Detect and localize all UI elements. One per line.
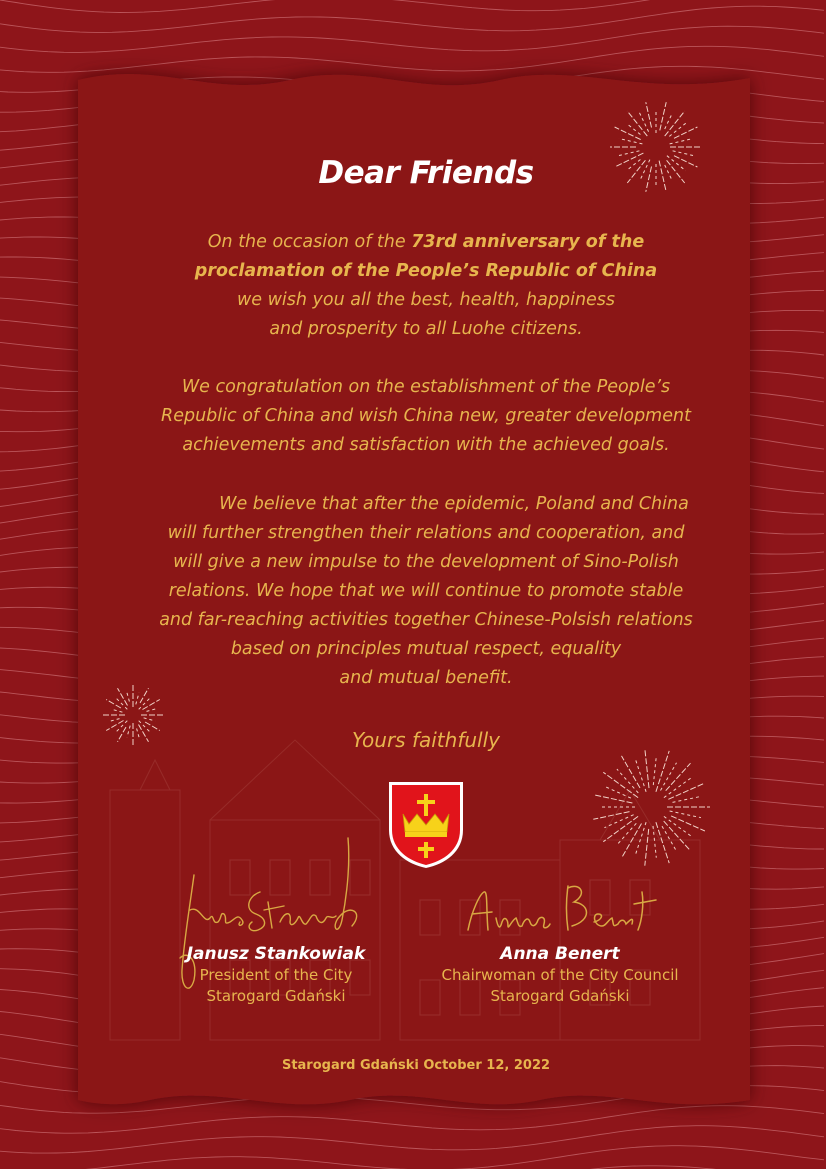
signatory-right [420,943,700,1007]
paragraph-anniversary [0,228,826,344]
firework-ray [111,709,123,712]
firework-ray [665,113,673,129]
paragraph-line: will further strengthen their relations and cooperation, and [167,523,685,543]
firework-ray [671,816,705,831]
paragraph-line: we wish you all the best, health, happiness [236,290,616,310]
signature-icon [462,880,662,940]
firework-ray [670,139,693,144]
firework-ray [640,113,649,132]
firework-ray [674,127,697,138]
firework-ray [656,751,669,792]
signatory-role: Chairwoman of the City Council [441,966,679,984]
firework-ray [117,699,128,710]
firework-ray [139,699,150,710]
firework-ray [668,783,705,799]
firework-ray [670,811,701,818]
firework-ray [626,123,640,134]
firework-ray [666,763,691,791]
signatory-name: Anna Benert [500,944,620,964]
paragraph-text: On the occasion of the [207,232,412,252]
firework-ray [604,815,633,828]
firework-ray [653,756,656,785]
paragraph-relations [0,490,826,693]
date-line: Starogard Gdański October 12, 2022 [281,1058,551,1073]
paragraph-line: and far-reaching activities together Chinese-Polsish relations [159,610,693,630]
paragraph-line: We congratulation on the establishment of the People’s [181,377,671,397]
firework-ray [645,748,649,788]
coat-of-arms-icon [387,780,465,870]
firework-ray [646,102,652,127]
closing-salutation: Yours faithfully [352,728,500,752]
firework-ray [627,111,647,136]
firework-ray [669,123,685,136]
firework-ray [656,822,669,863]
signatory-role: President of the City [199,966,353,984]
paragraph-line: based on principles mutual respect, equality [230,639,622,659]
paragraph-line: Republic of China and wish China new, greater development [161,406,691,426]
firework-ray [660,102,666,130]
firework-ray [664,821,691,851]
firework-ray [635,822,646,855]
firework-ray [664,816,692,837]
firework-ray [635,759,646,792]
firework-ray [136,693,139,705]
firework-ray [143,700,160,710]
firework-ray [615,127,641,140]
firework-ray [593,795,632,803]
firework-icon [588,744,714,870]
signatory-city: Starogard Gdański [206,987,346,1005]
paragraph-line: relations. We hope that we will continue to promote stable [168,581,684,601]
firework-ray [622,756,641,788]
paragraph-bold-text: proclamation of the People’s Republic of China [194,261,658,281]
letter-title: Dear Friends [318,155,534,191]
firework-ray [593,812,629,820]
firework-ray [653,826,656,858]
firework-ray [617,769,638,793]
firework-ray [673,796,701,802]
paragraph-line: will give a new impulse to the development of Sino-Polish [173,552,679,572]
signatory-city: Starogard Gdański [490,987,630,1005]
paragraph-line: and prosperity to all Luohe citizens. [269,319,583,339]
firework-ray [604,786,631,798]
firework-ray [661,763,677,791]
paragraph-line: and mutual benefit. [339,668,513,688]
firework-ray [111,719,120,721]
firework-ray [147,709,156,711]
firework-ray [645,829,649,866]
firework-ray [617,823,636,845]
paragraph-congratulation [0,373,826,460]
firework-ray [144,718,156,721]
firework-ray [127,693,129,702]
signatory-left [176,943,376,1007]
firework-ray [619,139,642,144]
paragraph-line: achievements and satisfaction with the achieved goals. [182,435,670,455]
paragraph-bold-text: 73rd anniversary of the [411,232,645,252]
paragraph-line: We believe that after the epidemic, Poland and China [219,494,689,514]
signatory-name: Janusz Stankowiak [186,944,366,964]
